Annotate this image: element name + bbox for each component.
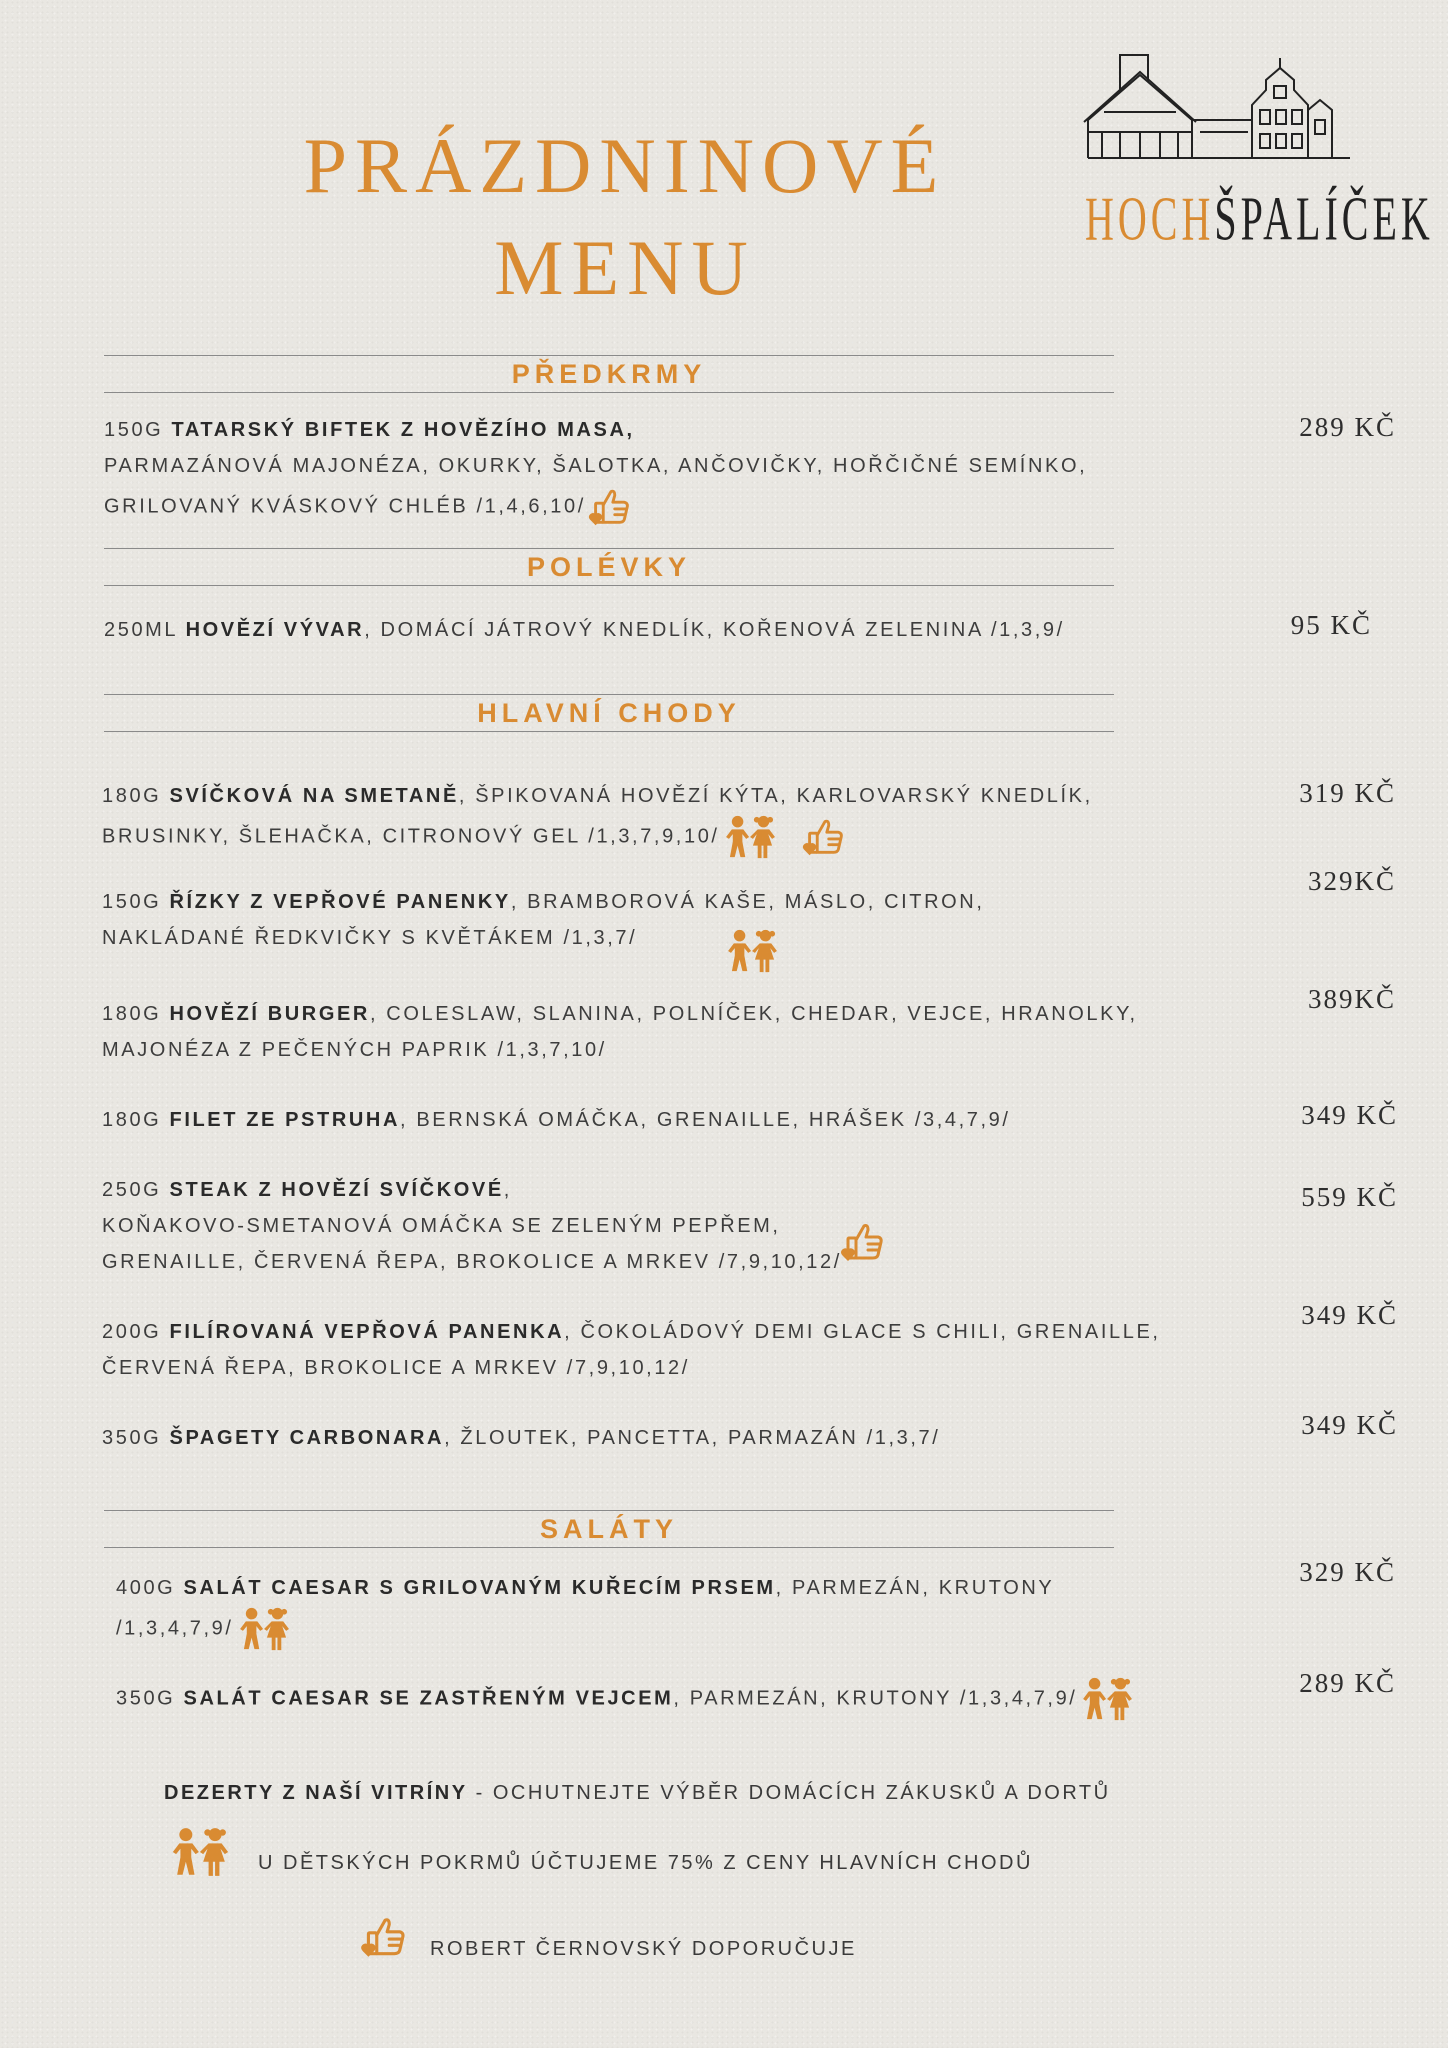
item-amount: 350G xyxy=(116,1687,176,1710)
item-line3: GRILOVANÝ KVÁSKOVÝ CHLÉB /1,4,6,10/ xyxy=(104,495,586,518)
item-line2: NAKLÁDANÉ ŘEDKVIČKY S KVĚTÁKEM /1,3,7/ xyxy=(102,927,638,949)
menu-item-carbonara xyxy=(102,1420,940,1456)
item-amount: 180G xyxy=(102,785,162,807)
item-name: HOVĚZÍ VÝVAR xyxy=(185,619,365,641)
item-price: 95 KČ xyxy=(1290,610,1372,640)
item-line3: GRENAILLE, ČERVENÁ ŘEPA, BROKOLICE A MRKEV /7,9,10,12/ xyxy=(102,1251,842,1273)
section-predkrmy: PŘEDKRMY xyxy=(104,355,1114,393)
item-amount: 150G xyxy=(104,419,164,441)
item-line1-rest: , BRAMBOROVÁ KAŠE, MÁSLO, CITRON, xyxy=(510,891,985,913)
dessert-note-bold: DEZERTY Z NAŠÍ VITRÍNY xyxy=(164,1782,468,1804)
kids-note: U DĚTSKÝCH POKRMŮ ÚČTUJEME 75% Z CENY HLAVNÍCH CHODŮ xyxy=(258,1852,1033,1874)
item-price: 349 KČ xyxy=(1301,1410,1398,1440)
item-line1-rest: , ŠPIKOVANÁ HOVĚZÍ KÝTA, KARLOVARSKÝ KNEDLÍK, xyxy=(458,785,1093,807)
menu-item-steak xyxy=(102,1172,842,1280)
item-name: ŠPAGETY CARBONARA xyxy=(169,1427,445,1449)
dessert-note xyxy=(164,1782,1111,1805)
item-amount: 250ML xyxy=(104,619,178,641)
item-line1-rest: , DOMÁCÍ JÁTROVÝ KNEDLÍK, KOŘENOVÁ ZELENINA /1,3,9/ xyxy=(364,619,1065,641)
dessert-note-rest: - OCHUTNEJTE VÝBĚR DOMÁCÍCH ZÁKUSKŮ A DORTŮ xyxy=(467,1782,1111,1804)
logo-text-spalicek: ŠPALÍČEK xyxy=(1214,183,1434,254)
item-name: FILET ZE PSTRUHA xyxy=(169,1109,400,1131)
item-amount: 350G xyxy=(102,1427,162,1449)
item-amount: 200G xyxy=(102,1321,162,1343)
section-hlavni-chody: HLAVNÍ CHODY xyxy=(104,694,1114,732)
item-line1-rest: , ČOKOLÁDOVÝ DEMI GLACE S CHILI, GRENAILLE, xyxy=(564,1321,1161,1343)
kids-icon xyxy=(1077,1676,1139,1722)
item-price: 329KČ xyxy=(1307,866,1396,896)
item-amount: 150G xyxy=(102,891,162,913)
menu-title-line1: PRÁZDNINOVÉ xyxy=(303,122,947,209)
menu-item-panenka xyxy=(102,1314,1161,1386)
menu-title xyxy=(200,115,1050,319)
kids-icon xyxy=(722,928,784,974)
item-price: 289 KČ xyxy=(1299,1668,1396,1698)
section-salaty: SALÁTY xyxy=(104,1510,1114,1548)
item-line1-rest: , xyxy=(503,1179,512,1201)
menu-title-line2: MENU xyxy=(494,224,756,311)
menu-item-svickova xyxy=(102,778,1093,860)
item-line1-rest: , PARMEZÁN, KRUTONY xyxy=(775,1577,1055,1599)
item-price: 319 KČ xyxy=(1299,778,1396,808)
item-name: HOVĚZÍ BURGER xyxy=(169,1003,370,1025)
item-price: 349 KČ xyxy=(1301,1100,1398,1130)
item-line1-rest: , ŽLOUTEK, PANCETTA, PARMAZÁN /1,3,7/ xyxy=(444,1427,941,1449)
item-name: ŘÍZKY Z VEPŘOVÉ PANENKY xyxy=(169,891,511,913)
item-line2: PARMAZÁNOVÁ MAJONÉZA, OKURKY, ŠALOTKA, ANČOVIČKY, HOŘČIČNÉ SEMÍNKO, xyxy=(104,455,1088,477)
item-price: 389KČ xyxy=(1307,984,1396,1014)
item-amount: 250G xyxy=(102,1179,162,1201)
menu-item-tatarak xyxy=(104,412,1087,530)
thumbs-up-heart-icon xyxy=(838,1218,886,1266)
recommend-note: ROBERT ČERNOVSKÝ DOPORUČUJE xyxy=(430,1938,857,1960)
item-price: 559 KČ xyxy=(1301,1182,1398,1212)
thumbs-up-heart-icon xyxy=(586,484,632,530)
item-line2: ČERVENÁ ŘEPA, BROKOLICE A MRKEV /7,9,10,12/ xyxy=(102,1357,690,1379)
item-line2: MAJONÉZA Z PEČENÝCH PAPRIK /1,3,7,10/ xyxy=(102,1039,607,1061)
item-name: SVÍČKOVÁ NA SMETANĚ xyxy=(169,785,459,807)
menu-item-pstruh xyxy=(102,1102,1011,1138)
kids-icon xyxy=(720,814,782,860)
menu-item-burger xyxy=(102,996,1138,1068)
item-line2: KOŇAKOVO-SMETANOVÁ OMÁČKA SE ZELENÝM PEPŘEM, xyxy=(102,1215,781,1237)
section-polevky: POLÉVKY xyxy=(104,548,1114,586)
item-name: TATARSKÝ BIFTEK Z HOVĚZÍHO MASA, xyxy=(171,419,635,441)
item-line1-rest: , COLESLAW, SLANINA, POLNÍČEK, CHEDAR, VEJCE, HRANOLKY, xyxy=(369,1003,1138,1025)
menu-item-vyvar xyxy=(104,612,1065,648)
thumbs-up-heart-icon xyxy=(358,1912,408,1962)
thumbs-up-heart-icon xyxy=(800,814,846,860)
menu-item-caesar-kure xyxy=(116,1570,1054,1652)
item-amount: 180G xyxy=(102,1109,162,1131)
menu-item-rizky xyxy=(102,884,985,956)
logo-text-hoch: HOCH xyxy=(1085,183,1215,254)
item-name: SALÁT CAESAR S GRILOVANÝM KUŘECÍM PRSEM xyxy=(183,1577,776,1599)
item-amount: 180G xyxy=(102,1003,162,1025)
kids-icon xyxy=(234,1606,296,1652)
item-line1-rest: , BERNSKÁ OMÁČKA, GRENAILLE, HRÁŠEK /3,4,7,9/ xyxy=(400,1109,1011,1131)
item-price: 349 KČ xyxy=(1301,1300,1398,1330)
item-line1-rest: , PARMEZÁN, KRUTONY /1,3,4,7,9/ xyxy=(673,1687,1078,1710)
logo-text xyxy=(1085,182,1434,255)
item-amount: 400G xyxy=(116,1577,176,1599)
item-price: 329 KČ xyxy=(1299,1557,1396,1587)
item-name: STEAK Z HOVĚZÍ SVÍČKOVÉ xyxy=(169,1179,504,1201)
kids-icon xyxy=(166,1826,236,1878)
item-price: 289 KČ xyxy=(1299,412,1396,442)
item-name: FILÍROVANÁ VEPŘOVÁ PANENKA xyxy=(169,1321,565,1343)
item-name: SALÁT CAESAR SE ZASTŘENÝM VEJCEM xyxy=(183,1687,674,1710)
menu-item-caesar-vejce xyxy=(116,1676,1139,1722)
item-line2: BRUSINKY, ŠLEHAČKA, CITRONOVÝ GEL /1,3,7,9,10/ xyxy=(102,825,720,848)
item-line2: /1,3,4,7,9/ xyxy=(116,1617,234,1640)
